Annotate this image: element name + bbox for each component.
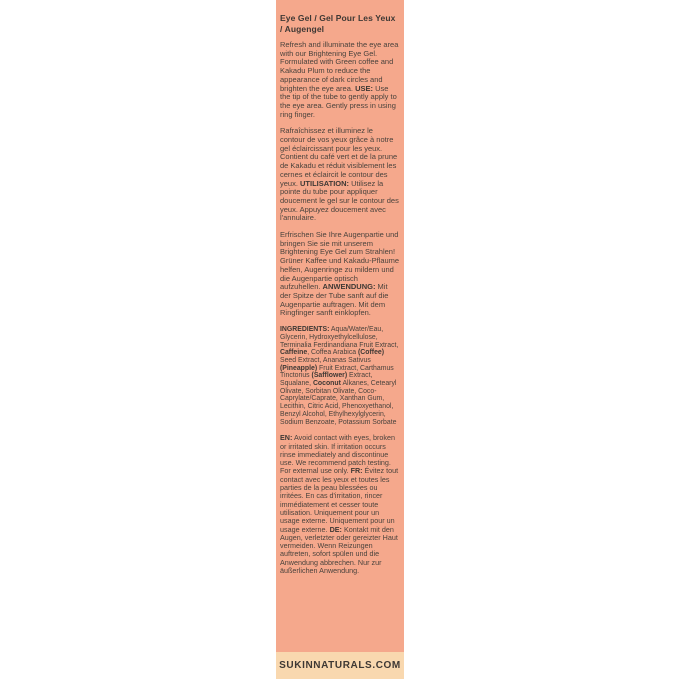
footer-band (276, 652, 404, 679)
product-title: Eye Gel / Gel Pour Les Yeux / Augengel (280, 13, 396, 34)
packaging-side-panel (276, 0, 404, 679)
warnings-text: EN: Avoid contact with eyes, broken or irritated skin. If irritation occurs rinse immediately and discontinue use. We recommend patch testing. For external use only. FR: Évitez tout contact avec les yeux et toutes les parties de la peau blessées ou irritées. En cas d'irritation, rincer immédiatement et cesser toute utilisation. Uniquement pour un usage externe. Uniquement pour un usage externe. DE: Kontakt mit den Augen, verletzter oder gereizter Haut vermeiden. Wenn Reizungen auftreten, sofort spülen und die Anwendung abbrechen. Nur zur äußerlichen Anwendung. (280, 433, 399, 575)
description-en: Refresh and illuminate the eye area with our Brightening Eye Gel. Formulated with Green coffee and Kakadu Plum to reduce the appearance of dark circles and brighten the eye area. USE: Use the tip of the tube to gently apply to the eye area. Gently press in using ring finger. (280, 40, 399, 119)
website-url: SUKINNATURALS.COM (279, 660, 401, 671)
ingredients-list: INGREDIENTS: Aqua/Water/Eau, Glycerin, Hydroxyethylcellulose, Terminalia Ferdinandiana Fruit Extract, Caffeine, Coffea Arabica (Coffee) Seed Extract, Ananas Sativus (Pineapple) Fruit Extract, Carthamus Tinctorius (Safflower) Extract, Squalane, Coconut Alkanes, Cetearyl Olivate, Sorbitan Olivate, Coco-Caprylate/Caprate, Xanthan Gum, Lecithin, Citric Acid, Phenoxyethanol, Benzyl Alcohol, Ethylhexylglycerin, Sodium Benzoate, Potassium Sorbate (280, 326, 399, 426)
description-fr: Rafraîchissez et illuminez le contour de vos yeux grâce à notre gel éclaircissant pour les yeux. Contient du café vert et de la prune de Kakadu et réduit visiblement les cernes et éclaircit le contour des yeux. UTILISATION: Utilisez la pointe du tube pour appliquer doucement le gel sur le contour des yeux. Appuyez doucement avec l'annulaire. (280, 126, 399, 223)
description-de: Erfrischen Sie Ihre Augenpartie und bringen Sie sie mit unserem Brightening Eye Gel zum Strahlen! Grüner Kaffee und Kakadu-Pflaume helfen, Augenringe zu mildern und die Augenpartie optisch aufzuhellen. ANWENDUNG: Mit der Spitze der Tube sanft auf die Augenpartie auftragen. Mit dem Ringfinger sanft einklopfen. (280, 230, 400, 318)
